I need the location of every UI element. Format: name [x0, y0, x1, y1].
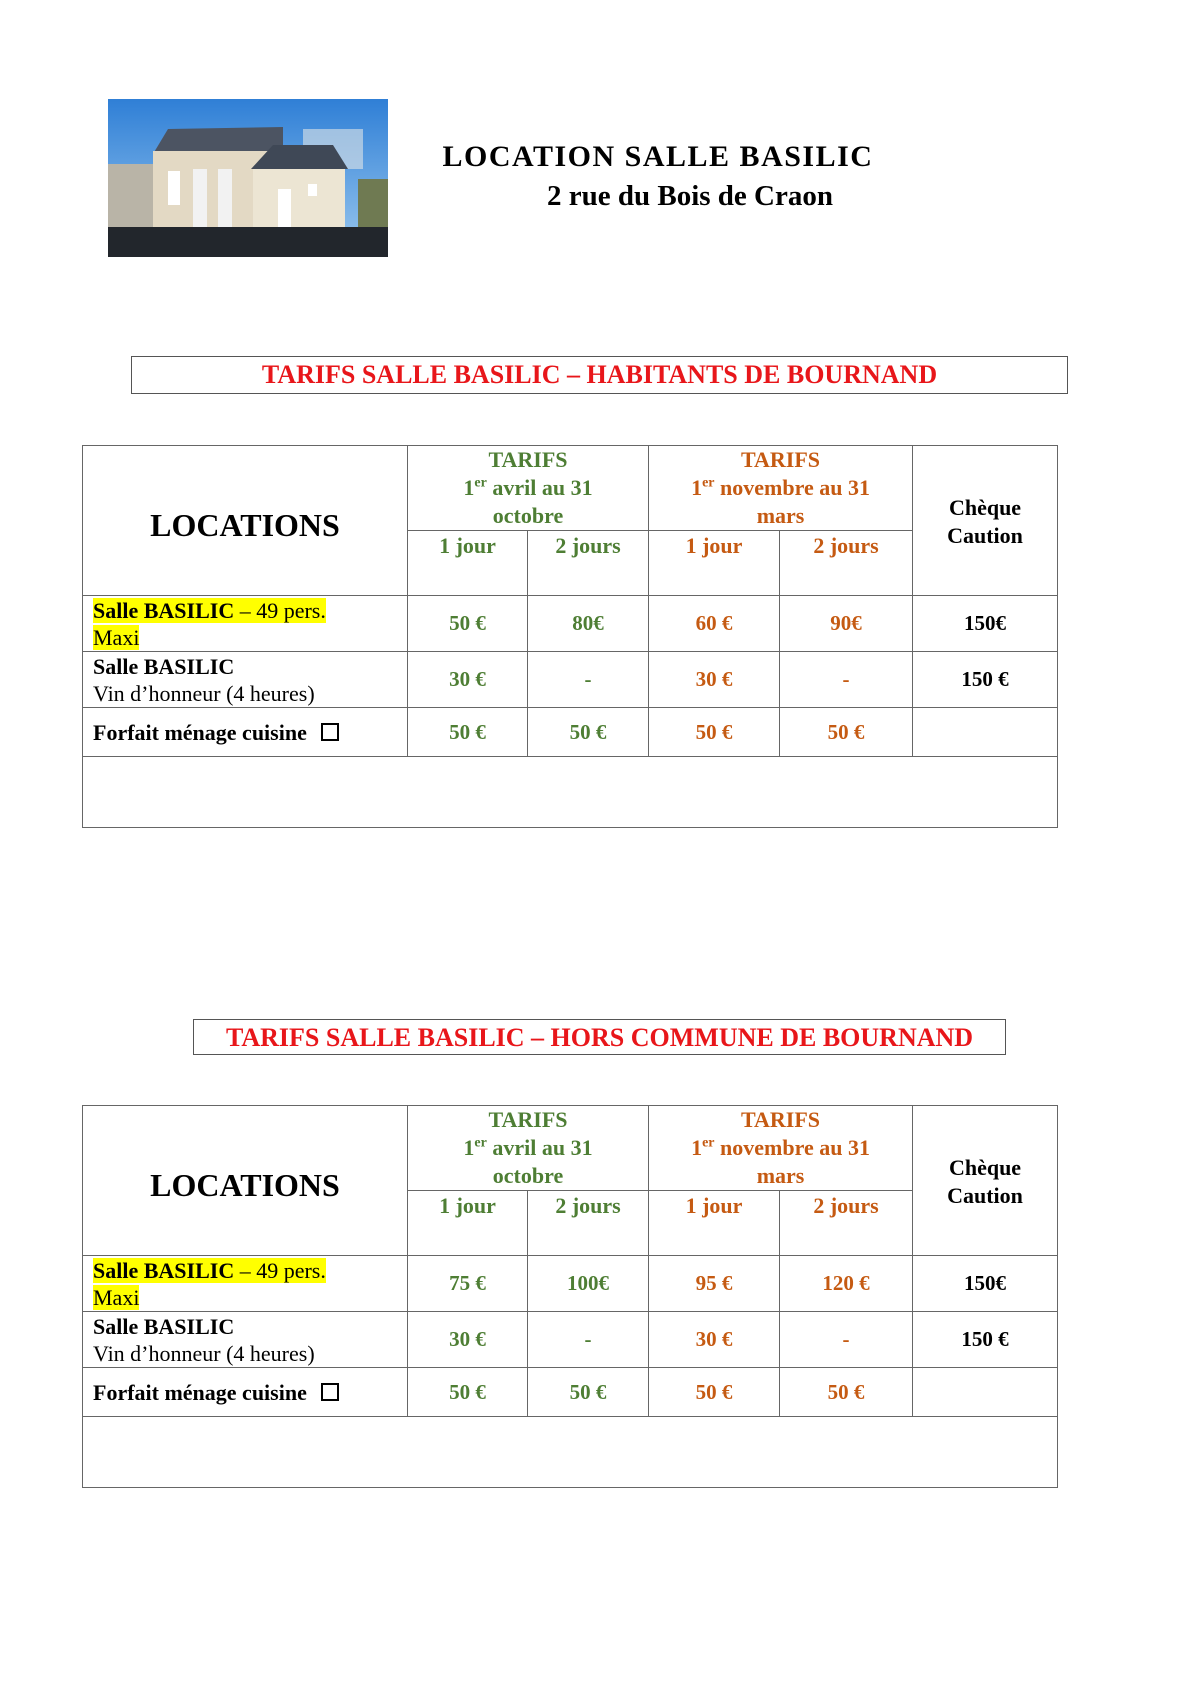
table-row: [83, 1368, 1058, 1417]
price-cell: 95 €: [649, 1256, 780, 1312]
section-banner-residents: TARIFS SALLE BASILIC – HABITANTS DE BOURNAND: [131, 356, 1068, 394]
col-2days-winter: 2 jours: [780, 1191, 913, 1256]
price-cell: 30 €: [649, 652, 780, 708]
col-1day-winter: 1 jour: [649, 531, 780, 596]
col-2days-winter: 2 jours: [780, 531, 913, 596]
price-cell: -: [528, 652, 649, 708]
col-1day-summer: 1 jour: [408, 531, 528, 596]
price-cell: -: [528, 1312, 649, 1368]
document-title: LOCATION SALLE BASILIC: [442, 140, 874, 173]
row-label: Forfait ménage cuisine: [83, 1368, 408, 1417]
col-2days-summer: 2 jours: [528, 531, 649, 596]
period-header-winter: TARIFS 1er novembre au 31 mars: [649, 446, 913, 531]
tariff-table-non-residents: [82, 1105, 1058, 1488]
period-header-summer: TARIFS 1er avril au 31 octobre: [408, 1106, 649, 1191]
price-cell: 75 €: [408, 1256, 528, 1312]
price-cell: 30 €: [649, 1312, 780, 1368]
col-2days-summer: 2 jours: [528, 1191, 649, 1256]
row-label: Salle BASILIC Vin d’honneur (4 heures): [83, 1312, 408, 1368]
price-cell: 60 €: [649, 596, 780, 652]
empty-row: [83, 1417, 1058, 1488]
table-row: [83, 596, 1058, 652]
deposit-cell: [913, 1368, 1058, 1417]
deposit-cell: 150€: [913, 596, 1058, 652]
period-header-summer: TARIFS 1er avril au 31 octobre: [408, 446, 649, 531]
empty-cell: [83, 1417, 1058, 1488]
document-header: [430, 140, 950, 213]
row-label: Salle BASILIC – 49 pers. Maxi: [83, 596, 408, 652]
price-cell: 50 €: [780, 708, 913, 757]
row-label: Salle BASILIC – 49 pers. Maxi: [83, 1256, 408, 1312]
cleaning-checkbox[interactable]: [321, 723, 339, 741]
section-banner-non-residents: TARIFS SALLE BASILIC – HORS COMMUNE DE BOURNAND: [193, 1019, 1006, 1055]
price-cell: 100€: [528, 1256, 649, 1312]
price-cell: 30 €: [408, 652, 528, 708]
price-cell: 30 €: [408, 1312, 528, 1368]
locations-header: LOCATIONS: [83, 446, 408, 596]
col-1day-winter: 1 jour: [649, 1191, 780, 1256]
building-photo: [108, 99, 388, 257]
empty-row: [83, 757, 1058, 828]
deposit-header: Chèque Caution: [913, 446, 1058, 596]
empty-cell: [83, 757, 1058, 828]
period-header-winter: TARIFS 1er novembre au 31 mars: [649, 1106, 913, 1191]
price-cell: 50 €: [649, 708, 780, 757]
address: 2 rue du Bois de Craon: [546, 180, 833, 212]
locations-header: LOCATIONS: [83, 1106, 408, 1256]
price-cell: -: [780, 652, 913, 708]
row-label: Salle BASILIC Vin d’honneur (4 heures): [83, 652, 408, 708]
deposit-cell: [913, 708, 1058, 757]
tariff-table-residents: [82, 445, 1058, 828]
price-cell: 50 €: [528, 1368, 649, 1417]
col-1day-summer: 1 jour: [408, 1191, 528, 1256]
table-row: [83, 708, 1058, 757]
price-cell: 50 €: [528, 708, 649, 757]
table-row: [83, 1256, 1058, 1312]
deposit-header: Chèque Caution: [913, 1106, 1058, 1256]
deposit-cell: 150€: [913, 1256, 1058, 1312]
row-label: Forfait ménage cuisine: [83, 708, 408, 757]
price-cell: 80€: [528, 596, 649, 652]
price-cell: 50 €: [649, 1368, 780, 1417]
table-row: [83, 652, 1058, 708]
deposit-cell: 150 €: [913, 652, 1058, 708]
price-cell: 90€: [780, 596, 913, 652]
price-cell: 50 €: [408, 596, 528, 652]
table-row: [83, 1312, 1058, 1368]
price-cell: 120 €: [780, 1256, 913, 1312]
price-cell: -: [780, 1312, 913, 1368]
price-cell: 50 €: [408, 708, 528, 757]
price-cell: 50 €: [780, 1368, 913, 1417]
deposit-cell: 150 €: [913, 1312, 1058, 1368]
price-cell: 50 €: [408, 1368, 528, 1417]
cleaning-checkbox[interactable]: [321, 1383, 339, 1401]
